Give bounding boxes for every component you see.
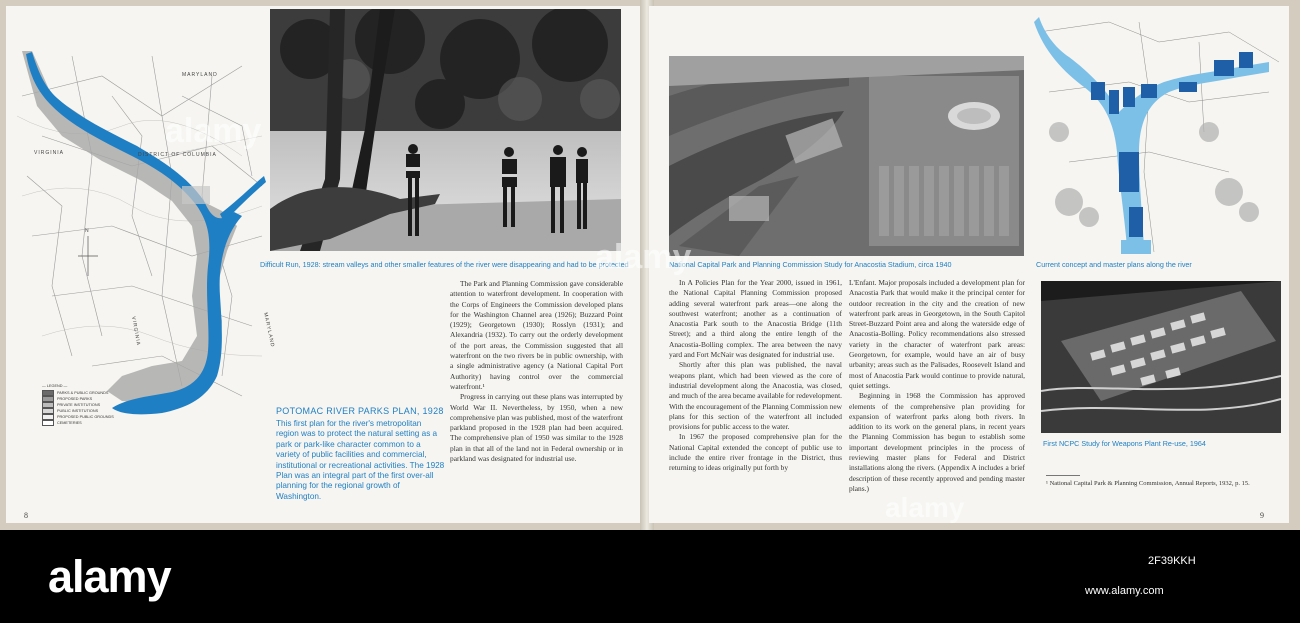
watermark-overlay: alamy [595,238,692,276]
map-label-maryland: MARYLAND [182,72,218,78]
right-body-column-1 [669,278,842,474]
difficult-run-photo [270,9,621,251]
body-paragraph: Beginning in 1968 the Commission has approved elements of the comprehensive plan providing for expansion of waterfront parks along both rivers. In addition to its work on the general plans, in recent years the Planning Commission has begun to establish some important development principles in the process of reviewing master plans for Federal and District installations along the rivers. (Appendix A includes a brief description of these recently approved and pending master plans.) [849,391,1025,493]
body-paragraph: L'Enfant. Major proposals included a development plan for Anacostia Park that would make it the principal center for outdoor recreation in the city and the creation of new waterfront park areas in Georgetown, in the South Capitol Street-Buzzard Point area and along the waterside edge of Anacostia-Bolling. Policy recommendations also stressed variety in the character of waterfront park areas: Georgetown, for example, would have an air of busy urbanity; areas such as the Palisades, Roosevelt Island and most of Anacostia Park would continue to provide natural, quiet settings. [849,278,1025,390]
photo-caption-weapons-plant: First NCPC Study for Weapons Plant Re-use, 1964 [1043,439,1206,448]
body-paragraph: In A Policies Plan for the Year 2000, issued in 1961, the National Capital Planning Commission proposed adding several waterfront park areas—one along the southwest waterfront; another as a continuation of Anacostia Park south to the Anacostia Bridge (11th Street); and a third along the entire length of the Anacostia-Bolling complex. The area between the navy yard and Fort McNair was designated for industrial use. [669,278,842,360]
photo-caption-difficult-run: Difficult Run, 1928: stream valleys and other smaller features of the river were disappearing and had to be protected [260,260,629,269]
footnote-rule [1046,475,1080,476]
photo-caption-anacostia: National Capital Park and Planning Commission Study for Anacostia Stadium, circa 1940 [669,260,952,269]
map-legend [42,384,114,426]
footnote: ¹ National Capital Park & Planning Commission, Annual Reports, 1932, p. 15. [1046,480,1250,487]
map-label-virginia: VIRGINIA [34,150,64,156]
legend-title: — LEGEND — [42,384,68,388]
map-label-dc: DISTRICT OF COLUMBIA [138,152,217,158]
current-concept-plan-map [1029,12,1284,257]
alamy-logo: alamy [48,551,171,602]
legend-item [42,420,114,426]
map-label-virginia-south: VIRGINIA [130,316,142,347]
page-number-right: 9 [1260,511,1264,520]
body-paragraph: Shortly after this plan was published, the naval weapons plant, which had been viewed as the core of industrial development along the Anacostia, was closed, and much of the area became available for redevelopment. With the encouragement of the Planning Commission new plans for this section of the waterfront all included provisions for public access to the water. [669,360,842,432]
body-paragraph: The Park and Planning Commission gave considerable attention to waterfront development. In cooperation with the Corps of Engineers the Commission developed plans for the Washington Channel area (1926); Buzzard Point (1929); Georgetown (1930); Rosslyn (1931); and Alexandria (1932). To carry out the orderly development of the port areas, the Commission suggested that all waterfront on the two rivers be in public ownership, with a single administrative agency (a National Capital Port Authority) having control over the commercial waterfront.¹ [450,279,623,391]
right-body-column-2 [849,278,1025,494]
legend-label: CEMETERIES [57,421,82,425]
body-paragraph: Progress in carrying out these plans was interrupted by World War II. Nevertheless, by 1950, when a new comprehensive plan was published, most of the waterfront parkland proposed in the 1928 plan had been acquired. The comprehensive plan of 1950 was similar to the 1928 plan in that all of the land not in Federal ownership or in parkland was designated for industrial use. [450,392,623,464]
anacostia-aerial-photo [669,56,1024,256]
svg-text:N: N [85,228,89,234]
plan-title: POTOMAC RIVER PARKS PLAN, 1928 [276,406,444,416]
image-id: 2F39KKH [1148,555,1196,567]
site-url: www.alamy.com [1085,585,1164,597]
photo-caption-concept: Current concept and master plans along the river [1036,260,1192,269]
legend-label: PROPOSED PUBLIC GROUNDS [57,415,114,419]
watermark-overlay: alamy [165,112,262,150]
right-page [649,6,1289,523]
legend-swatch [42,420,54,426]
left-body-column [450,279,623,464]
legend-label: PUBLIC INSTITUTIONS [57,409,99,413]
weapons-plant-model-photo [1041,281,1281,433]
legend-label: PARKS & PUBLIC GROUNDS [57,391,109,395]
body-paragraph: In 1967 the proposed comprehensive plan for the National Capital extended the concept of public use to include the entire river frontage in the District, thus returning to ideas originally put forth by [669,432,842,473]
stock-footer-bar [0,530,1300,623]
left-page [6,6,647,523]
map-label-maryland-east: MARYLAND [262,312,276,349]
watermark-overlay: alamy [885,492,965,523]
page-number-left: 8 [24,511,28,520]
legend-label: PROPOSED PARKS [57,397,93,401]
plan-description: This first plan for the river's metropolitan region was to protect the natural setting as a park or park-like character common to a variety of public facilities and commercial, institutional or recreational activities. The 1928 Plan was an integral part of the first over-all planning for the regional growth of Washington. [276,419,445,501]
legend-label: PRIVATE INSTITUTIONS [57,403,101,407]
